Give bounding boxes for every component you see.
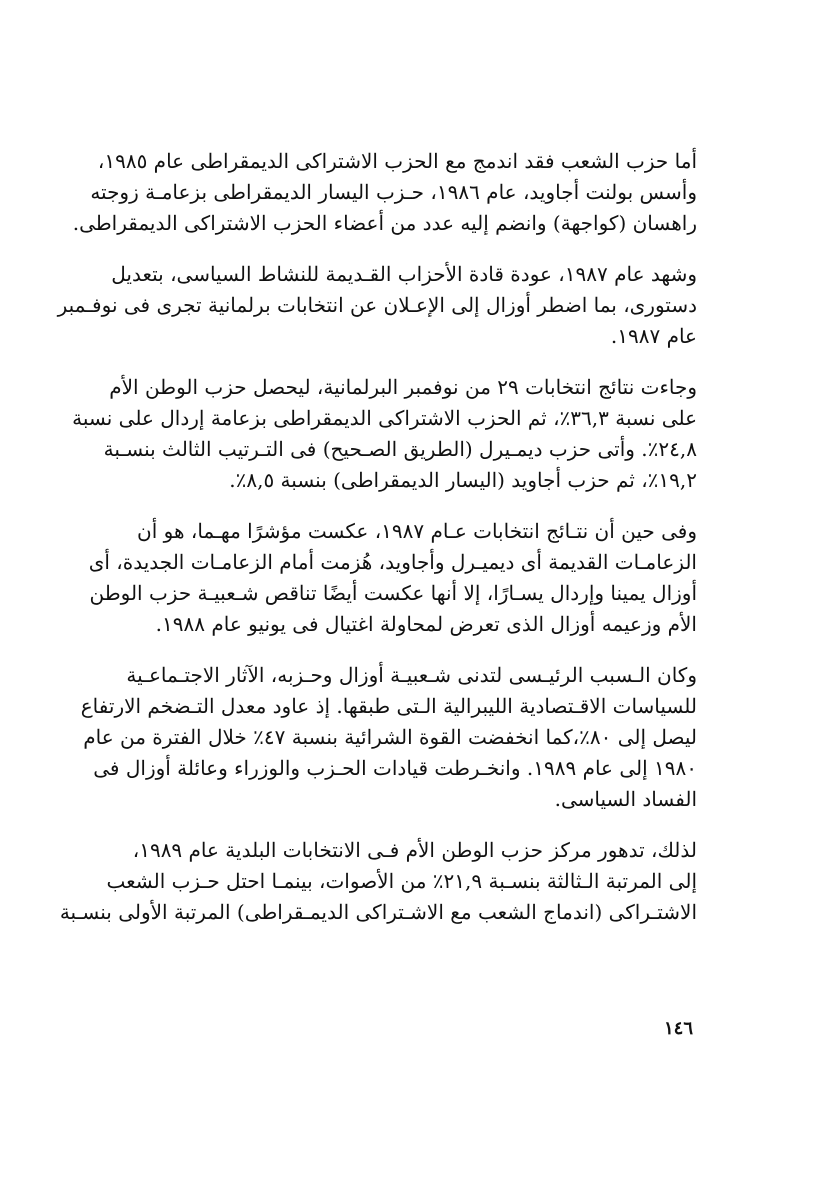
body-text (57, 146, 697, 948)
text-line: وفى حين أن نتـائج انتخابات عـام ١٩٨٧، عكست مؤشرًا مهـما، هو أن (137, 519, 697, 543)
paragraph-5 (80, 660, 697, 815)
text-line: ٢٤,٨٪. وأتى حزب ديمـيرل (الطريق الصـحيح) فى التـرتيب الثالث بنسـبة (103, 437, 697, 461)
text-line: ١٩,٢٪، ثم حزب أجاويد (اليسار الديمقراطى) بنسبة ٨,٥٪. (229, 468, 697, 492)
paragraph-6 (59, 835, 697, 928)
page-number: ١٤٦ (663, 1018, 693, 1039)
text-line: ليصل إلى ٨٠٪،كما انخفضت القوة الشرائية بنسبة ٤٧٪ خلال الفترة من عام (83, 725, 697, 749)
text-line: الزعامـات القديمة أى ديميـرل وأجاويد، هُزمت أمام الزعامـات الجديدة، أى (88, 550, 697, 574)
text-line: الفساد السياسى. (554, 787, 697, 811)
text-line: ١٩٨٠ إلى عام ١٩٨٩. وانخـرطت قيادات الحـزب والوزراء وعائلة أوزال فى (93, 756, 697, 780)
paragraph-2 (57, 259, 697, 352)
paragraph-3 (72, 372, 697, 496)
text-line: أوزال يمينا وإردال يسـارًا، إلا أنها عكست أيضًا تناقص شـعبيـة حزب الوطن (89, 581, 697, 605)
text-line: على نسبة ٣٦,٣٪، ثم الحزب الاشتراكى الديمقراطى بزعامة إردال على نسبة (72, 406, 697, 430)
text-line: الأم وزعيمه أوزال الذى تعرض لمحاولة اغتيال فى يونيو عام ١٩٨٨. (155, 612, 697, 636)
text-line: وأسس بولنت أجاويد، عام ١٩٨٦، حـزب اليسار الديمقراطى بزعامـة زوجته (90, 180, 697, 204)
text-line: راهسان (كواجهة) وانضم إليه عدد من أعضاء الحزب الاشتراكى الديمقراطى. (72, 211, 697, 235)
text-line: وكان الـسبب الرئيـسى لتدنى شـعبيـة أوزال وحـزبه، الآثار الاجتـماعـية (126, 663, 697, 687)
paragraph-4 (88, 516, 697, 640)
text-line: إلى المرتبة الـثالثة بنسـبة ٢١,٩٪ من الأصوات، بينمـا احتل حـزب الشعب (106, 869, 697, 893)
text-line: للسياسات الاقـتصادية الليبرالية الـتى طبقها. إذ عاود معدل التـضخم الارتفاع (80, 694, 697, 718)
text-line: الاشتـراكى (اندماج الشعب مع الاشـتراكى الديمـقراطى) المرتبة الأولى بنسـبة (59, 900, 697, 924)
text-line: عام ١٩٨٧. (610, 324, 697, 348)
text-line: أما حزب الشعب فقد اندمج مع الحزب الاشتراكى الديمقراطى عام ١٩٨٥، (97, 149, 697, 173)
text-line: لذلك، تدهور مركز حزب الوطن الأم فـى الانتخابات البلدية عام ١٩٨٩، (132, 838, 697, 862)
paragraph-1 (72, 146, 697, 239)
text-line: وجاءت نتائج انتخابات ٢٩ من نوفمبر البرلمانية، ليحصل حزب الوطن الأم (109, 375, 697, 399)
text-line: دستورى، بما اضطر أوزال إلى الإعـلان عن انتخابات برلمانية تجرى فى نوفـمبر (57, 293, 697, 317)
text-line: وشهد عام ١٩٨٧، عودة قادة الأحزاب القـديمة للنشاط السياسى، بتعديل (111, 262, 697, 286)
